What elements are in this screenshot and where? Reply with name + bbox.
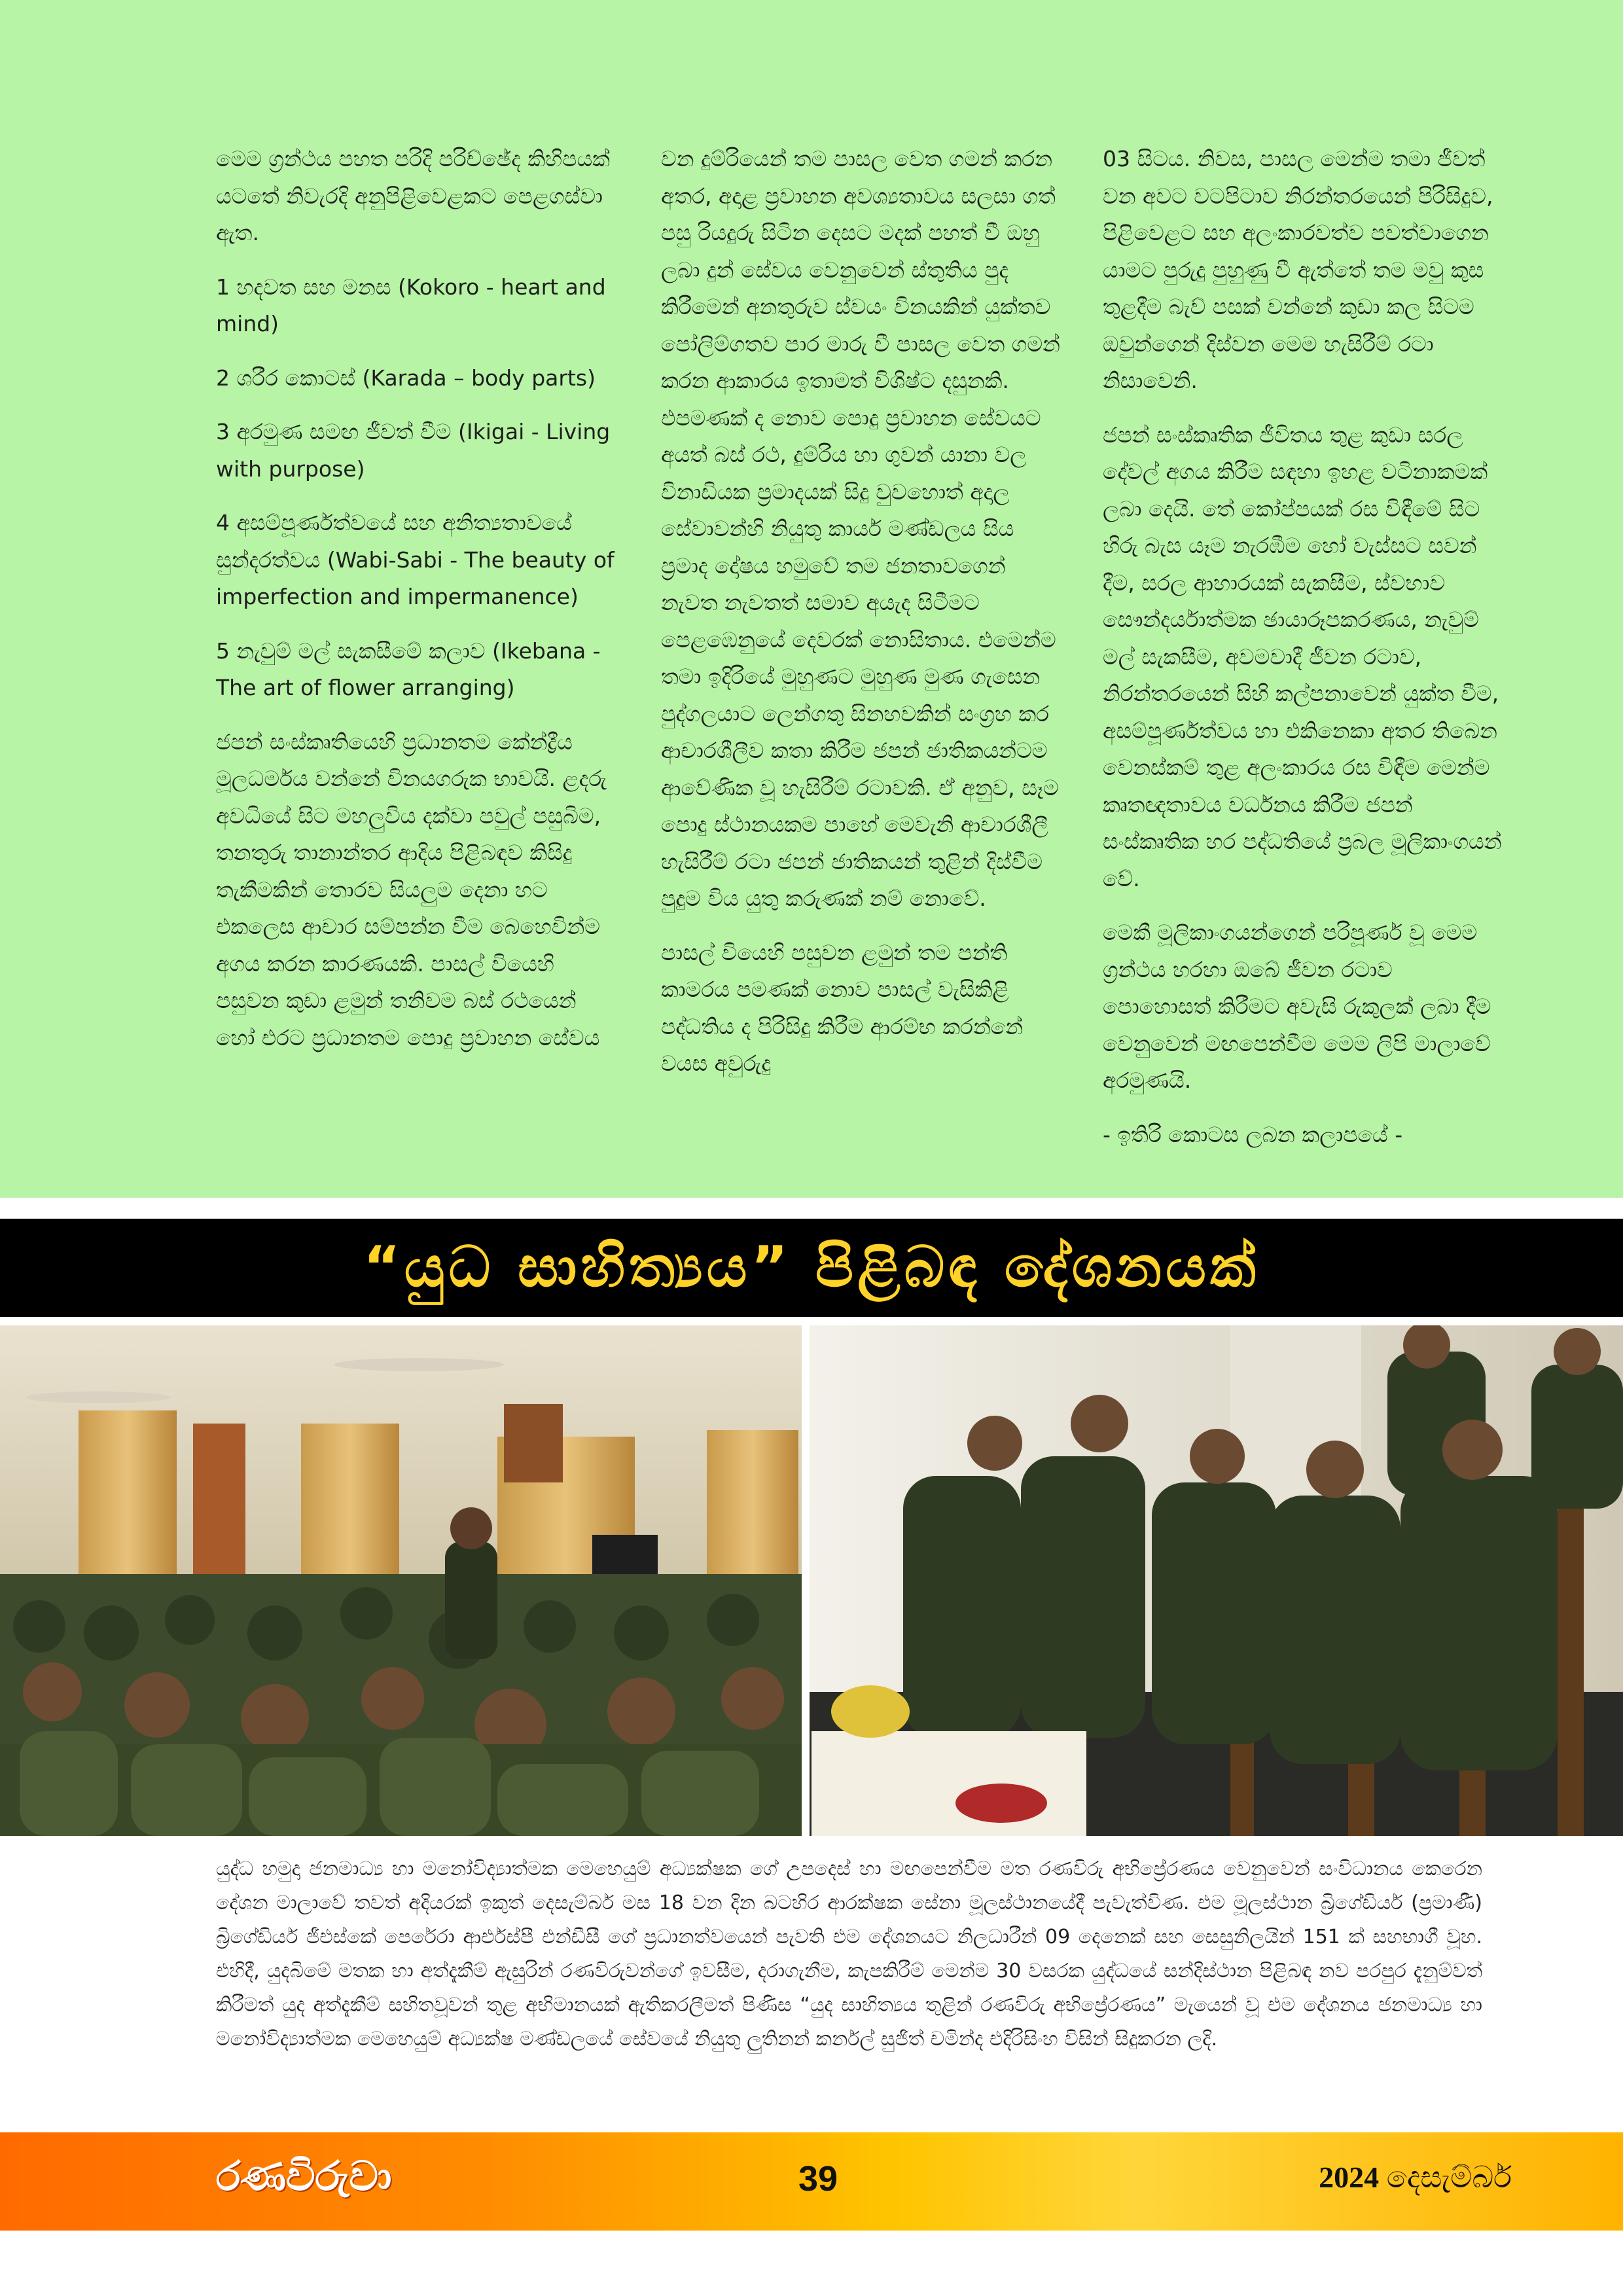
issue-month: දෙසැම්බර්: [1386, 2161, 1512, 2194]
news-title: “යුධ සාහිත්‍යය” පිළිබඳ දේශනයක්: [363, 1234, 1260, 1300]
chapter-item-1: 1 හදවත සහ මනස (Kokoro - heart and mind): [216, 274, 606, 336]
continued-note: - ඉතිරි කොටස ලබන කලාපයේ -: [1103, 1121, 1403, 1147]
article-column-2: [661, 141, 1060, 1083]
lecture-photo-collage: [0, 1325, 1623, 1836]
news-photos: [0, 1325, 1623, 1836]
officers-photo: [810, 1325, 1623, 1836]
article-paragraph: 03 සිටය. නිවස, පාසල මෙන්ම තමා ජීවත් වන අවට වටපිටාව නිරන්තරයෙන් පිරිසිදුව, පිළිවෙළට සහ අලංකාරවත්ව පවත්වාගෙන යාමට පුරුදු පුහුණු වී ඇත්තේ තම මවු කුස තුළදීම බැව් පසක් වන්නේ කුඩා කල සිටම ඔවුන්ගෙන් දිස්වන මෙම හැසිරීම් රටා නිසාවෙනි.: [1103, 146, 1493, 393]
news-title-bar: [0, 1219, 1623, 1317]
magazine-logo: රණවිරුවා: [216, 2152, 392, 2200]
article-paragraph: වන දුම්රියෙන් තම පාසල වෙත ගමන් කරන අතර, අදාළ ප්‍රවාහන අවශ්‍යතාවය සලසා ගත් පසු රියදුරු සිටින දෙසට මදක් පහත් වී ඔහු ලබා දුන් සේවය වෙනුවෙන් ස්තුතිය පුද කිරීමෙන් අනතුරුව ස්වයං විනයකින් යුක්තව පෝලිම්ගතව පාර මාරු වී පාසල වෙත ගමන් කරන ආකාරය ඉතාමත් විශිෂ්ට දසුනකි. එපමණක් ද නොව පොදු ප්‍රවාහන සේවයට අයත් බස් රථ, දුම්රිය හා ගුවන් යානා වල විනාඩියක ප්‍රමාදයක් සිදු වුවහොත් අදාල සේවාවන්හි නියුතු කාර්ය මණ්ඩලය සිය ප්‍රමාද දෝෂය හමුවේ තම ජනතාවගෙන් නැවත නැවතත් සමාව අයැද සිටීමට පෙළඹෙනුයේ දෙවරක් නොසිතාය. එමෙන්ම තමා ඉදිරියේ මුහුණට මුහුණ මුණ ගැසෙන පුද්ගලයාට ලෙන්ගතු සිනහවකින් සංග්‍රහ කර ආචාරශීලීව කතා කිරීම ජපන් ජාතිකයන්ටම ආවේණික වූ හැසිරීම් රටාවකි. ඒ අනුව, සෑම පොදු ස්ථානයකම පාහේ මෙවැනි ආචාරශීලී හැසිරීම් රටා ජපන් ජාතිකයන් තුළින් දිස්වීම පුදුම විය යුතු කරුණක් නම් නොවේ.: [661, 146, 1060, 911]
issue-year: 2024: [1319, 2161, 1380, 2194]
article-paragraph: ජපන් සංස්කෘතික ජීවිතය තුළ කුඩා සරල දේවල් අගය කිරීම සඳහා ඉහළ වටිනාකමක් ලබා දෙයි. තේ කෝප්පයක් රස විඳීමේ සිට හිරු බැස යෑම නැරඹීම හෝ වැස්සට සවන් දීම, සරල ආහාරයක් සැකසීම, ස්වභාව සෞන්දර්යාත්මක ඡායාරූපකරණය, නැවුම් මල් සැකසීම, අවමවාදී ජීවන රටාව, නිරන්තරයෙන් සිහි කල්පනාවෙන් යුක්ත වීම, අසම්පූර්ණත්වය හා එකිනෙකා අතර තිබෙන වෙනස්කම් තුළ අලංකාරය රස විඳීම මෙන්ම කෘතඥතාවය වර්ධනය කිරීම ජපන් සංස්කෘතික හර පද්ධතියේ ප්‍රබල මූලිකාංගයන් වේ.: [1103, 422, 1502, 891]
page-footer: [0, 2132, 1623, 2231]
article-column-3: [1103, 141, 1502, 1153]
chapter-item-3: 3 අරමුණ සමඟ ජීවත් වීම (Ikigai - Living with purpose): [216, 419, 611, 482]
article-paragraph: පාසල් වියෙහි පසුවන ළමුන් තම පන්ති කාමරය පමණක් නොව පාසල් වැසිකිළි පද්ධතිය ද පිරිසිදු කිරීම ආරම්භ කරන්නේ වයස අවුරුදු: [661, 939, 1024, 1076]
article-column-1: [216, 141, 615, 1056]
article-paragraph: ජපන් සංස්කෘතියෙහි ප්‍රධානතම කේන්ද්‍රීය මූලධර්මය වන්නේ විනයගරුක භාවයි. ළදරු අවධියේ සිට මහලුවිය දක්වා පවුල් පසුබිම, තනතුරු තානාන්තර ආදිය පිළිබඳව කිසිදු තැකීමකින් තොරව සියලුම දෙනා හට එකලෙස ආචාර සම්පන්න වීම බෙහෙවින්ම අගය කරන කාරණයකි. පාසල් වියෙහි පසුවන කුඩා ළමුන් තනිවම බස් රථයෙන් හෝ එරට ප්‍රධානතම පොදු ප්‍රවාහන සේවය: [216, 728, 607, 1050]
page-number: 39: [798, 2159, 838, 2198]
issue-date: [1319, 2160, 1512, 2196]
article-paragraph: මෙම ග්‍රන්ථය පහත පරිදි පරිච්ඡේද කිහිපයක් යටතේ නිවැරදි අනුපිළිවෙළකට පෙළගස්වා ඇත.: [216, 146, 610, 245]
chapter-item-2: 2 ශරීර කොටස් (Karada – body parts): [216, 365, 596, 391]
chapter-item-5: 5 නැවුම් මල් සැකසීමේ කලාව (Ikebana - The art of flower arranging): [216, 637, 601, 700]
audience-photo: [0, 1325, 802, 1836]
chapter-item-4: 4 අසම්පූර්ණත්වයේ සහ අනිත්‍යතාවයේ සුන්දරත්වය (Wabi-Sabi - The beauty of imperfection and impermanence): [216, 510, 615, 609]
article-paragraph: මෙකී මූලිකාංගයන්ගෙන් පරිපූර්ණ වූ මෙම ග්‍රන්ථය හරහා ඔබේ ජීවන රටාව පොහොසත් කිරීමට අවැසි රුකුලක් ලබා දීම වෙනුවෙන් මඟපෙන්වීම මෙම ලිපි මාලාවේ අරමුණයි.: [1103, 920, 1491, 1093]
news-caption: යුද්ධ හමුදා ජනමාධ්‍ය හා මනෝවිද්‍යාත්මක මෙහෙයුම් අධ්‍යක්ෂක ගේ උපදෙස් හා මඟපෙන්වීම මත රණවිරු අභිප්‍රේරණය වෙනුවෙන් සංවිධානය කෙරෙන දේශන මාලාවේ තවත් අදියරක් ඉකුත් දෙසැම්බර් මස 18 වන දින බටහිර ආරක්ෂක සේනා මූලස්ථානයේදී පැවැත්විණ. එම මූලස්ථාන බ්‍රිගේඩියර් (ප්‍රමාණී) බ්‍රිගේඩියර් ජීඑස්කේ පෙරේරා ආර්එස්පී එන්ඩීසී ගේ ප්‍රධානත්වයෙන් පැවති එම දේශනයට නිලධාරීන් 09 දෙනෙක් සහ සෙසුනිලයින් 151 ක් සහභාගී වූහ. එහිදී, යුදබිමේ මතක හා අත්දැකීම් ඇසුරින් රණවිරුවන්ගේ ඉවසීම, දරාගැනීම, කැපකිරීම් මෙන්ම 30 වසරක යුද්ධයේ සන්දිස්ථාන පිළිබඳ නව පරපුර දැනුම්වත් කිරීමත් යුද අත්දැකීම් සහිතවූවන් තුළ අභිමානයක් ඇතිකරලීමත් පිණිස “යුද සාහිත්‍යය තුළින් රණවිරු අභිප්‍රේරණය” මැයෙන් වූ එම දේශනය ජනමාධ්‍ය හා මනෝවිද්‍යාත්මක මෙහෙයුම් අධ්‍යක්ෂ මණ්ඩලයේ සේවයේ නියුතු ලුතිනන් කර්නල් සුජිත් චමින්ද එදිරිසිංහ විසින් සිදුකරන ලදි.: [216, 1857, 1482, 2051]
